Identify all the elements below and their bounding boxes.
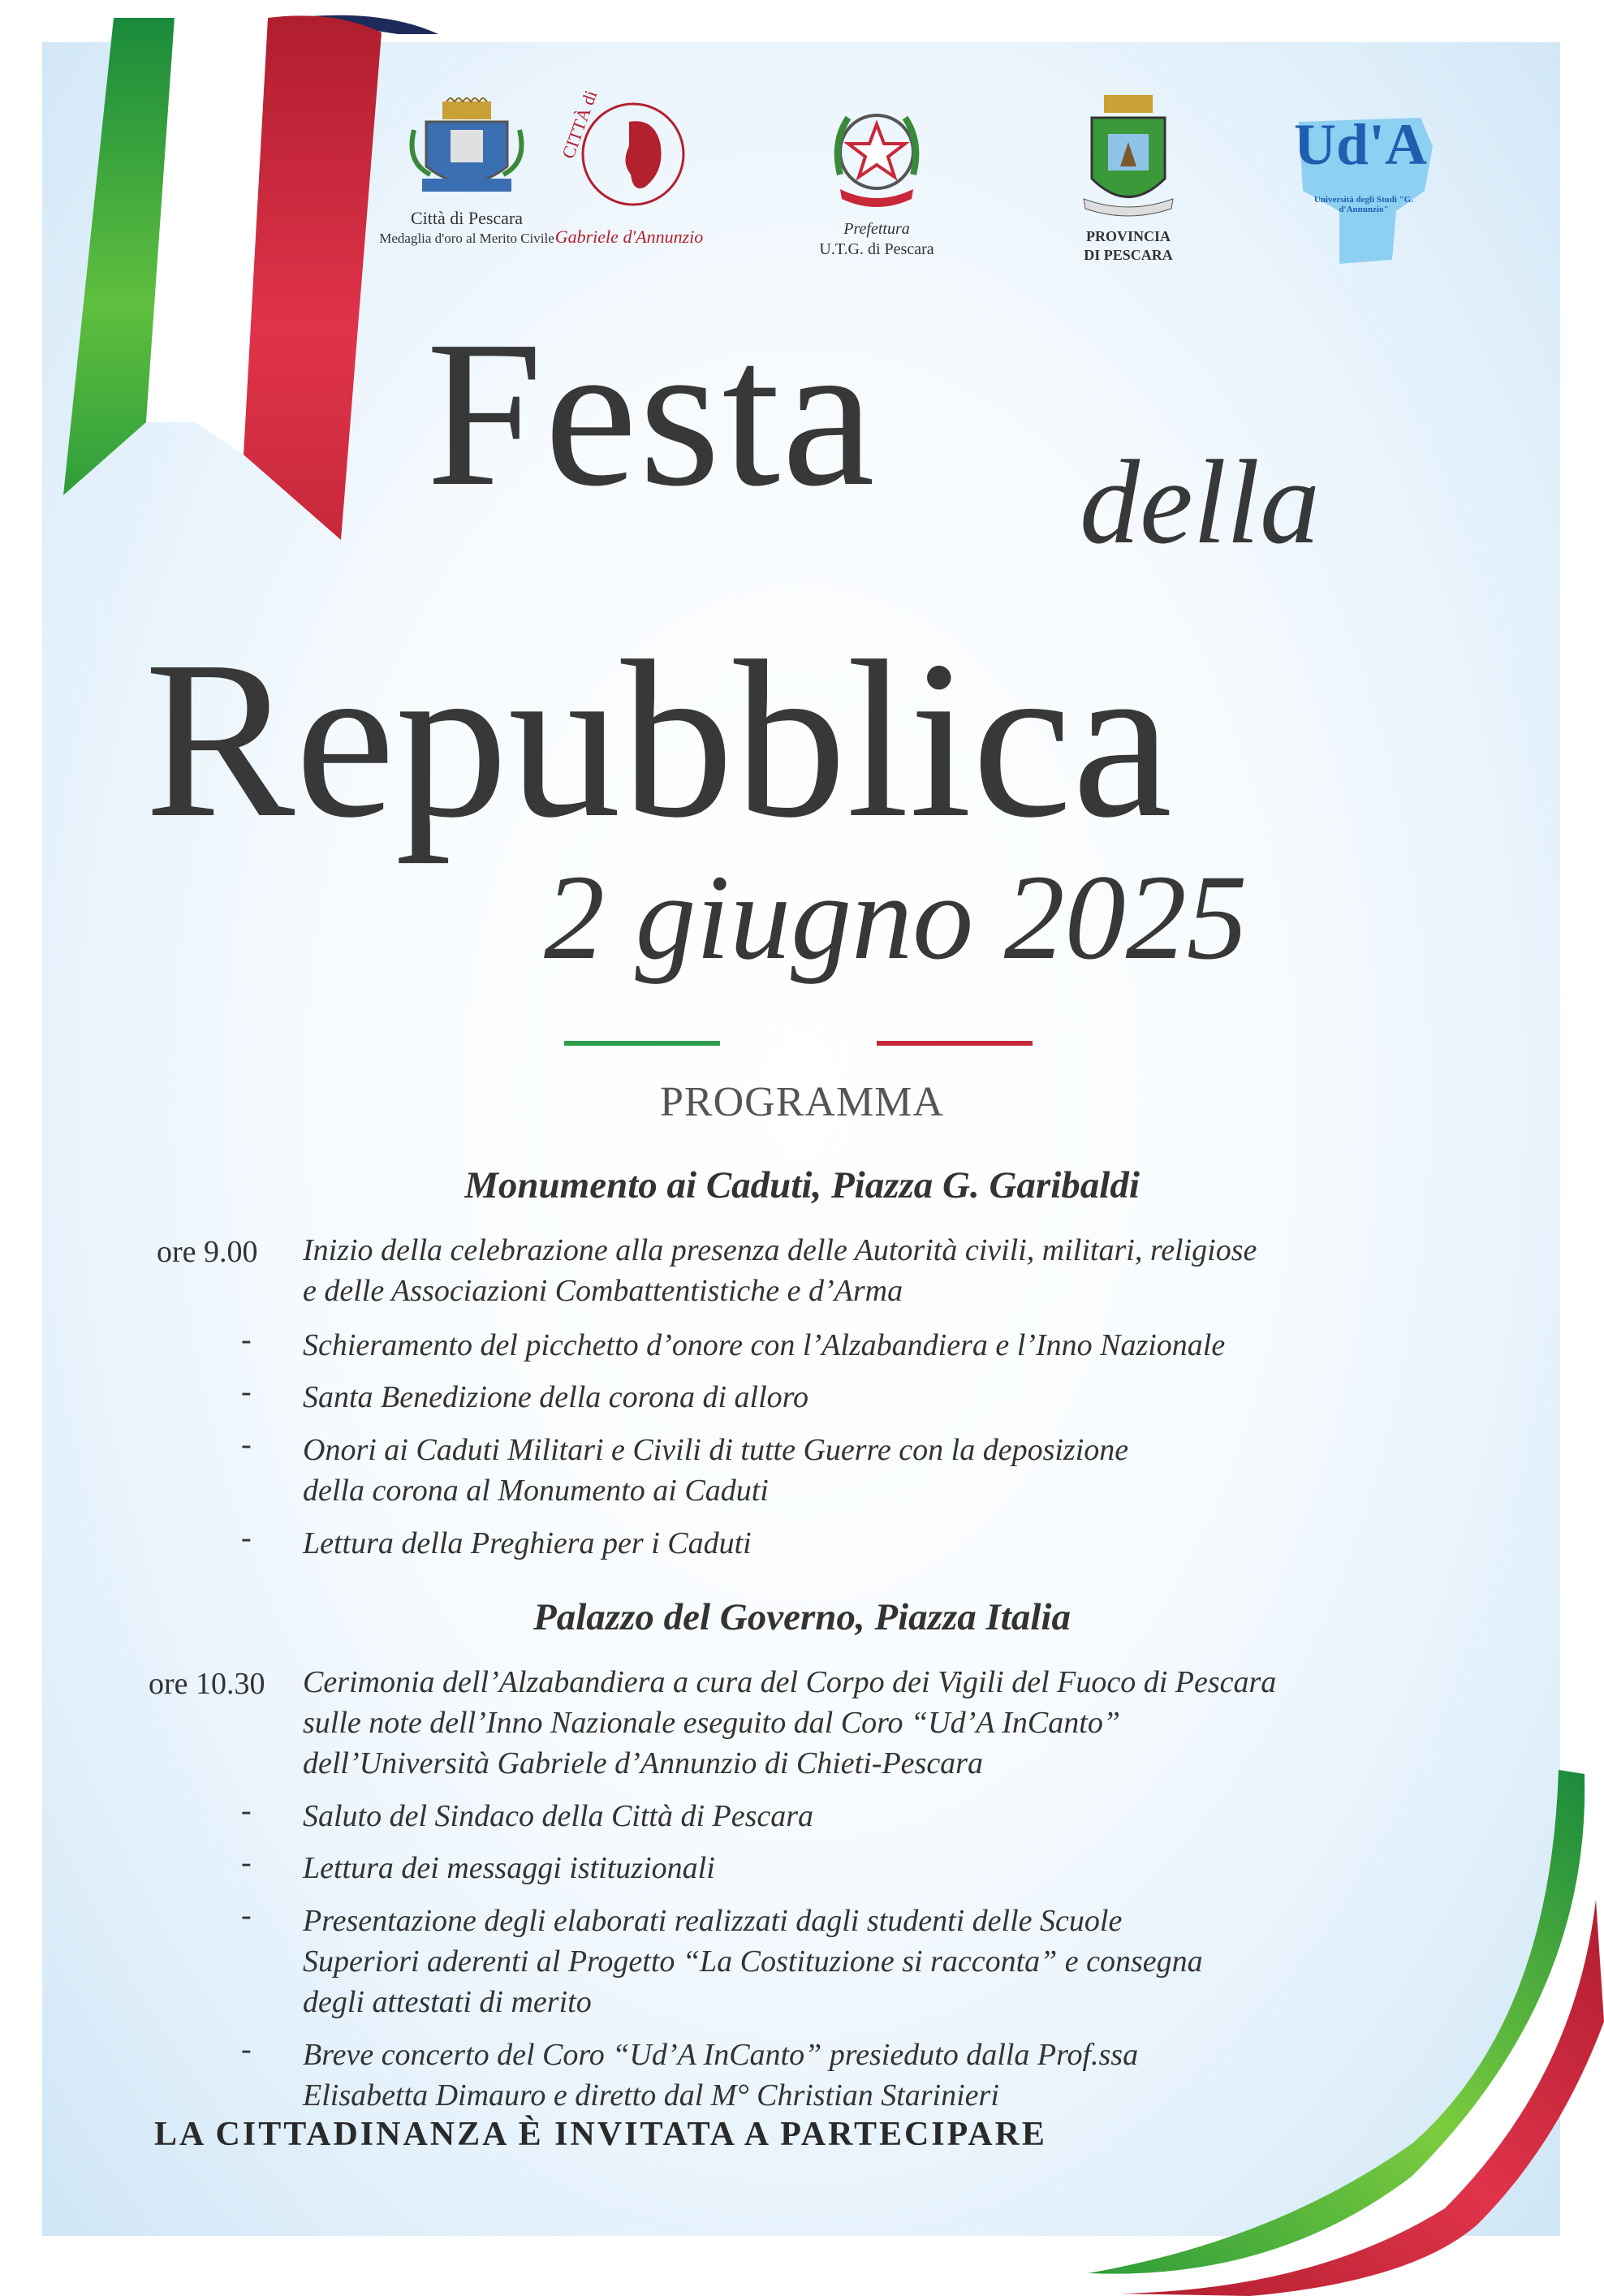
venue-heading-1: Monumento ai Caduti, Piazza G. Garibaldi <box>464 1164 1140 1206</box>
dannunzio-signature: Gabriele d'Annunzio <box>554 227 704 247</box>
program-item: Onori ai Caduti Militari e Civili di tutte Guerre con la deposizione <box>303 1433 1129 1467</box>
logo-citta-dannunzio <box>548 87 710 248</box>
item-dash: - <box>241 1521 252 1555</box>
program-item: Schieramento del picchetto d’onore con l’Alzabandiera e l’Inno Nazionale <box>303 1328 1226 1362</box>
provincia-caption-2: DI PESCARA <box>1084 246 1173 263</box>
time-label-1: ore 9.00 <box>157 1235 258 1269</box>
city-logo-caption-2: Medaglia d'oro al Merito Civile <box>379 230 554 246</box>
title-della: della <box>1080 436 1320 569</box>
programma-heading: PROGRAMMA <box>660 1079 944 1125</box>
pescara-coat-of-arms-icon <box>406 97 528 203</box>
program-item: sulle note dell’Inno Nazionale eseguito dal Coro “Ud’A InCanto” <box>303 1706 1120 1740</box>
item-dash: - <box>241 1845 252 1880</box>
divider-green <box>564 1041 720 1046</box>
item-dash: - <box>241 2032 252 2066</box>
logo-uda <box>1283 114 1445 268</box>
program-item: Lettura dei messaggi istituzionali <box>303 1851 715 1885</box>
logo-provincia-di-pescara <box>1055 93 1201 264</box>
program-item: Breve concerto del Coro “Ud’A InCanto” presieduto dalla Prof.ssa <box>303 2038 1139 2072</box>
program-item: Elisabetta Dimauro e diretto dal M° Christian Starinieri <box>303 2078 999 2113</box>
uda-mark: Ud'A <box>1294 112 1428 177</box>
divider-red <box>877 1041 1033 1046</box>
program-item: Presentazione degli elaborati realizzati dagli studenti delle Scuole <box>303 1904 1123 1938</box>
program-item: Santa Benedizione della corona di alloro <box>303 1380 809 1414</box>
program-item: della corona al Monumento ai Caduti <box>303 1474 769 1508</box>
title-date: 2 giugno 2025 <box>544 850 1248 985</box>
provincia-coat-of-arms-icon <box>1071 93 1185 223</box>
title-festa: Festa <box>426 297 877 529</box>
item-dash: - <box>241 1793 252 1828</box>
uda-subtitle: Università degli Studi "G. d'Annunzio" <box>1313 195 1414 214</box>
program-item: Lettura della Preghiera per i Caduti <box>303 1526 752 1560</box>
emblem-repubblica-italiana-icon <box>816 93 938 215</box>
city-logo-caption-1: Città di Pescara <box>410 208 524 228</box>
program-item: Superiori aderenti al Progetto “La Costituzione si racconta” e consegna <box>303 1944 1203 1979</box>
program-item: Cerimonia dell’Alzabandiera a cura del Corpo dei Vigili del Fuoco di Pescara <box>303 1665 1277 1699</box>
prefettura-caption-1: Prefettura <box>843 220 910 238</box>
title-repubblica: Repubblica <box>144 615 1173 865</box>
item-dash: - <box>241 1323 252 1357</box>
dannunzio-logo-text: CITTÀ di <box>558 87 602 162</box>
program-item: dell’Università Gabriele d’Annunzio di Chieti-Pescara <box>303 1746 983 1780</box>
program-item: e delle Associazioni Combattentistiche e d’Arma <box>303 1274 903 1308</box>
program-item: Saluto del Sindaco della Città di Pescara <box>303 1799 814 1833</box>
item-dash: - <box>241 1375 252 1409</box>
time-label-2: ore 10.30 <box>149 1667 265 1701</box>
item-dash: - <box>241 1898 252 1932</box>
tricolore-ribbon-bottom <box>1071 1754 1604 2296</box>
item-dash: - <box>241 1427 252 1461</box>
logo-prefettura <box>791 93 962 260</box>
tricolore-ribbon-top <box>0 0 455 552</box>
program-item: Inizio della celebrazione alla presenza delle Autorità civili, militari, religiose <box>303 1233 1257 1267</box>
venue-heading-2: Palazzo del Governo, Piazza Italia <box>533 1596 1071 1638</box>
program-item: degli attestati di merito <box>303 1985 592 2019</box>
logo-citta-di-pescara <box>373 97 560 247</box>
footer-invitation: LA CITTADINANZA È INVITATA A PARTECIPARE <box>154 2116 1047 2153</box>
provincia-caption-1: PROVINCIA <box>1085 228 1171 244</box>
prefettura-caption-2: U.T.G. di Pescara <box>819 240 934 258</box>
